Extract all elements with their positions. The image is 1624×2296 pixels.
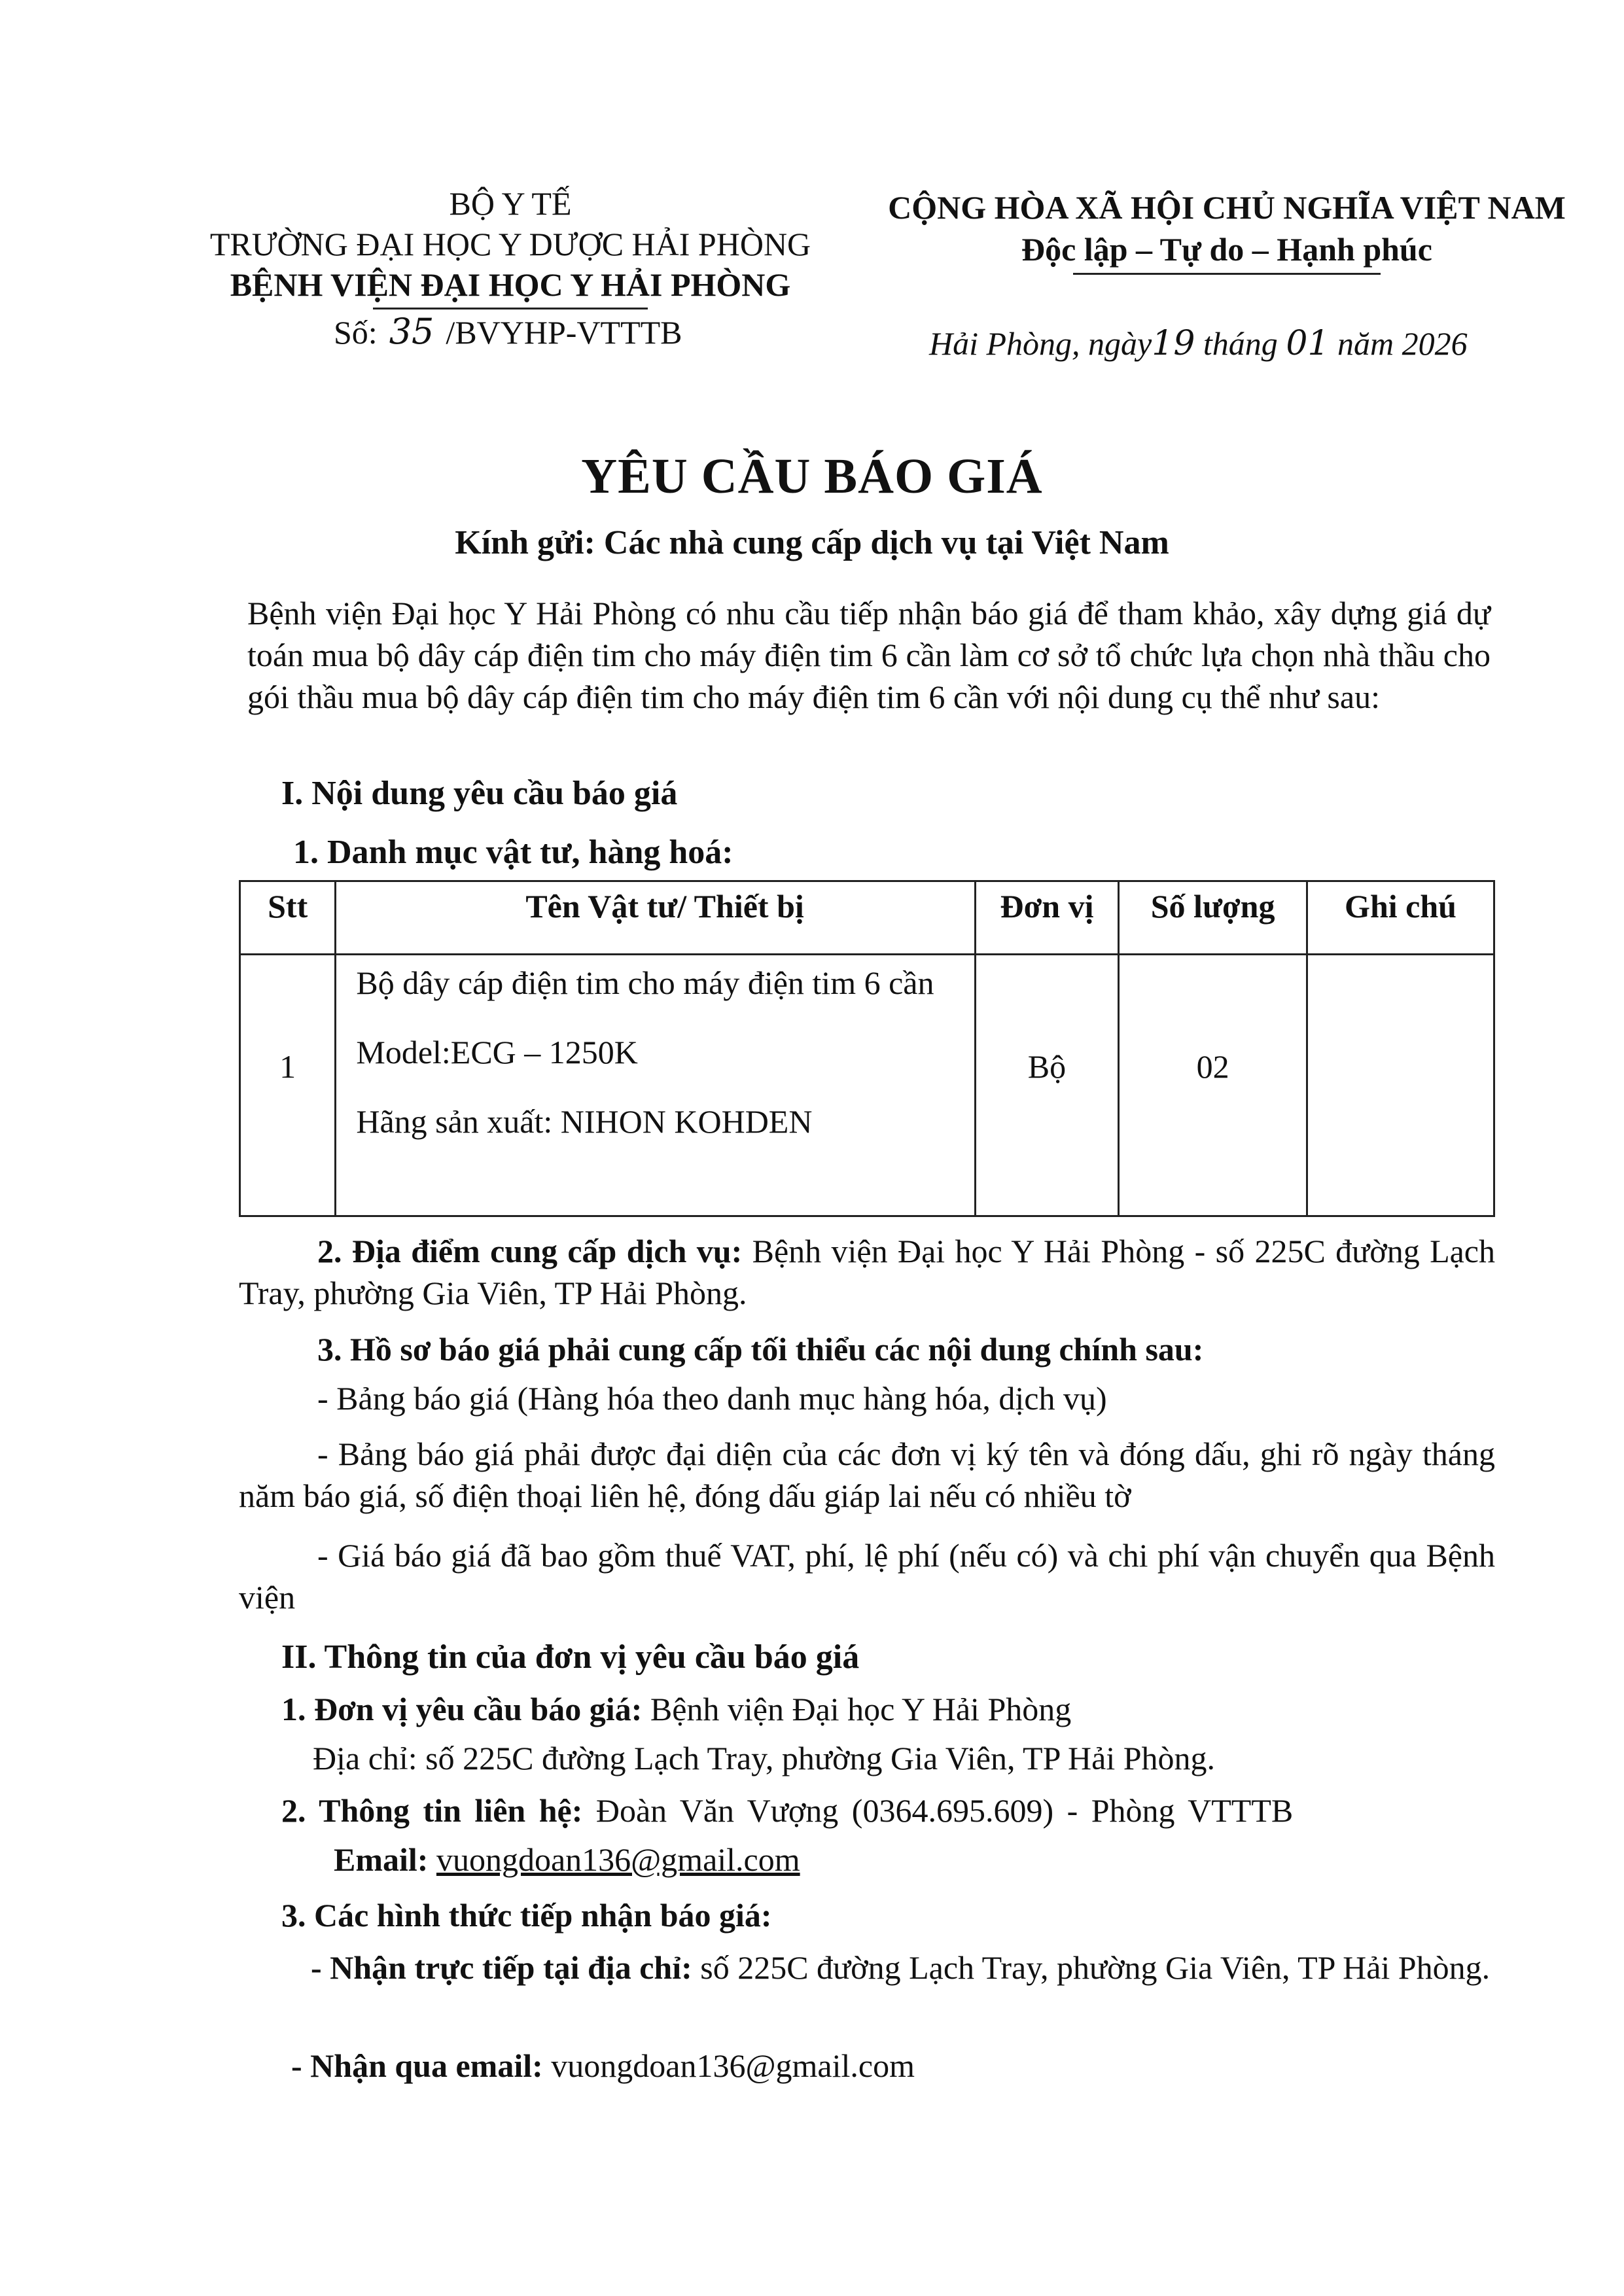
header-right [864,186,1590,275]
requirement-item: - Bảng báo giá phải được đại diện của các đơn vị ký tên và đóng dấu, ghi rõ ngày tháng năm báo giá, số điện thoại liên hệ, đóng dấu giáp lai nếu có nhiều tờ [239,1436,1495,1514]
cell-stt: 1 [279,1048,296,1085]
items-table [239,880,1495,1217]
section-2-1-label: 1. Đơn vị yêu cầu báo giá: [281,1691,643,1727]
date-month: 01 [1286,324,1330,363]
section-2-2-label: 2. Thông tin liên hệ: [281,1792,583,1829]
month-label: tháng [1203,325,1278,362]
section-2-2-value: Đoàn Văn Vượng (0364.695.609) - Phòng VTTTB [582,1792,1294,1829]
motto-underline [1073,273,1381,275]
section-1-heading: I. Nội dung yêu cầu báo giá [281,775,678,812]
receive-email-value: vuongdoan136@gmail.com [542,2047,915,2084]
number-label: Số: [334,314,378,351]
receive-direct [239,1947,1495,1988]
col-note: Ghi chú [1307,881,1494,955]
addressee: Kính gửi: Các nhà cung cấp dịch vụ tại Việt Nam [455,524,1169,561]
requirement-item: - Bảng báo giá (Hàng hóa theo danh mục hàng hóa, dịch vụ) [317,1380,1107,1417]
section-2-1-value: Bệnh viện Đại học Y Hải Phòng [642,1691,1072,1727]
number-handwritten: 35 [389,311,434,352]
date-prefix: Hải Phòng, ngày [929,325,1152,362]
intro-paragraph: Bệnh viện Đại học Y Hải Phòng có nhu cầu tiếp nhận báo giá để tham khảo, xây dựng giá dự toán mua bộ dây cáp điện tim cho máy điện tim 6 cần làm cơ sở tổ chức lựa chọn nhà thầu cho gói thầu mua bộ dây cáp điện tim cho máy điện tim 6 cần với nội dung cụ thể như sau: [247,595,1491,715]
section-1-1-heading: 1. Danh mục vật tư, hàng hoá: [293,834,733,871]
col-unit: Đơn vị [975,881,1118,955]
section-2-1 [281,1688,1071,1730]
receive-email-label: - Nhận qua email: [291,2047,543,2084]
receive-direct-value: số 225C đường Lạch Tray, phường Gia Viên, TP Hải Phòng. [692,1949,1491,1986]
contact-email [334,1839,800,1881]
university-name: TRƯỜNG ĐẠI HỌC Y DƯỢC HẢI PHÒNG [209,226,811,262]
col-stt: Stt [240,881,336,955]
section-1-3-heading: 3. Hồ sơ báo giá phải cung cấp tối thiểu các nội dung chính sau: [317,1331,1204,1368]
header-left [190,183,831,309]
section-2-3-heading: 3. Các hình thức tiếp nhận báo giá: [281,1897,772,1934]
date-day: 19 [1152,324,1195,363]
receive-email [291,2045,915,2087]
cell-item-manufacturer: Hãng sản xuất: NIHON KOHDEN [356,1103,813,1140]
document-number [334,311,682,352]
number-suffix: /BVYHP-VTTTB [446,314,682,351]
document-date [929,324,1468,363]
table-row [240,955,1494,1216]
requester-address: Địa chỉ: số 225C đường Lạch Tray, phường Gia Viên, TP Hải Phòng. [313,1740,1216,1776]
section-1-2-label: 2. Địa điểm cung cấp dịch vụ: [317,1233,743,1269]
table-header-row [240,881,1494,955]
hospital-underline [373,308,648,309]
country-name: CỘNG HÒA XÃ HỘI CHỦ NGHĨA VIỆT NAM [888,189,1566,226]
email-link[interactable]: vuongdoan136@gmail.com [436,1841,800,1878]
cell-item-name: Bộ dây cáp điện tim cho máy điện tim 6 cần [356,964,934,1001]
motto: Độc lập – Tự do – Hạnh phúc [1021,231,1432,268]
hospital-name: BỆNH VIỆN ĐẠI HỌC Y HẢI PHÒNG [230,266,791,303]
year-label: năm 2026 [1337,325,1468,362]
email-label: Email: [334,1841,429,1878]
section-2-2 [281,1790,1485,1831]
col-name: Tên Vật tư/ Thiết bị [336,881,975,955]
cell-unit: Bộ [1027,1048,1067,1085]
requirement-item: - Giá báo giá đã bao gồm thuế VAT, phí, lệ phí (nếu có) và chi phí vận chuyển qua Bệnh viện [239,1537,1495,1616]
receive-direct-label: - Nhận trực tiếp tại địa chỉ: [311,1949,692,1986]
cell-item-model: Model:ECG – 1250K [356,1034,638,1070]
ministry-name: BỘ Y TẾ [449,185,572,222]
document-title: YÊU CẦU BÁO GIÁ [581,449,1043,504]
section-2-heading: II. Thông tin của đơn vị yêu cầu báo giá [281,1638,860,1676]
section-1-2-text: Bệnh viện Đại học Y Hải Phòng - số 225C đường Lạch Tray, phường Gia Viên, TP Hải Phòng. [239,1233,1495,1311]
cell-quantity: 02 [1196,1048,1229,1085]
section-1-2 [239,1230,1495,1314]
col-quantity: Số lượng [1119,881,1307,955]
